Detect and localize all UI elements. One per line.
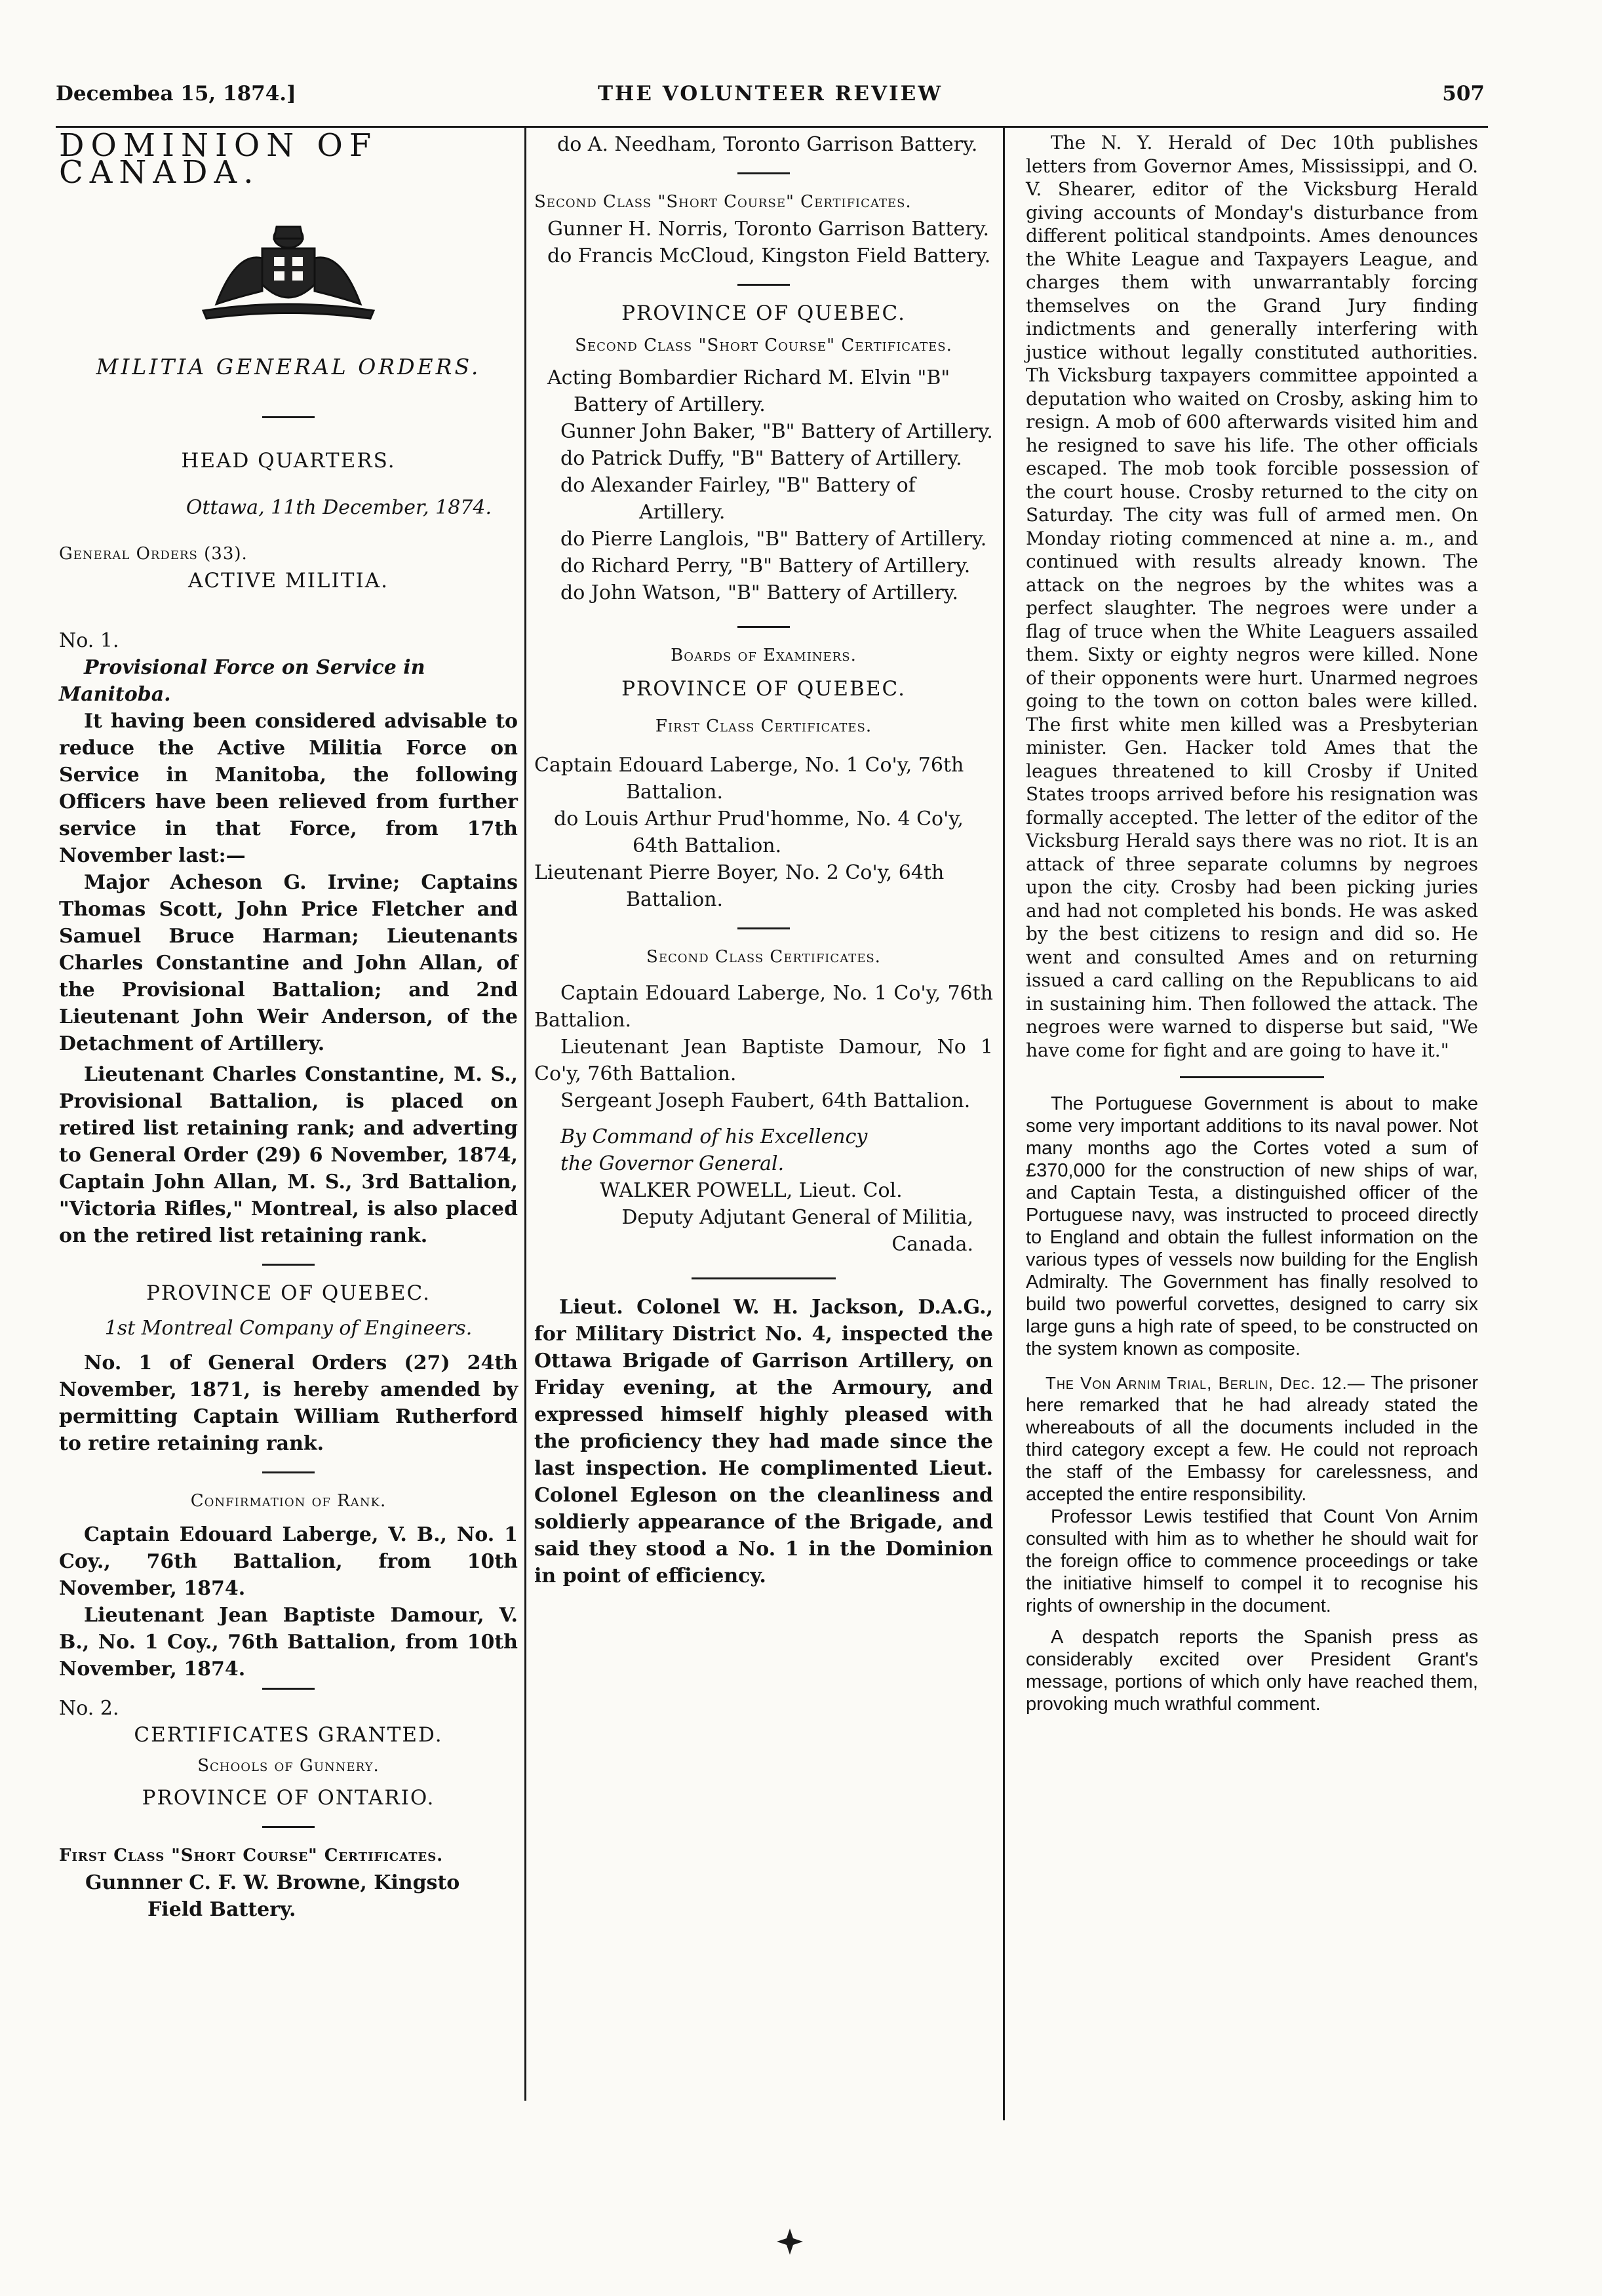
dominion-heading: DOMINION OF CANADA. bbox=[59, 127, 378, 191]
paragraph-spanish: A despatch reports the Spanish press as considerably excited over President Grant's message, portions of which only have reached them, provoking much wrathful comment. bbox=[1026, 1627, 1478, 1715]
divider bbox=[262, 1471, 315, 1473]
paragraph-damour: Lieutenant Jean Baptiste Damour, V. B., No. 1 Coy., 76th Battalion, from 10th November, 1874. bbox=[59, 1604, 518, 1681]
divider bbox=[262, 416, 315, 418]
paragraph-reduction: It having been considered advisable to reduce the Active Militia Force on Service in Manitoba, the following Officers have been relieved from further service in that Force, from 17th November last:— bbox=[59, 710, 518, 867]
divider bbox=[262, 1264, 315, 1266]
ink-blot-icon bbox=[773, 2225, 806, 2258]
paragraph-jackson: Lieut. Colonel W. H. Jackson, D.A.G., for Military District No. 4, inspected the Ottawa Brigade of Garrison Artillery, on Friday evening, at the Armoury, and expressed himself highly pleased with the proficiency they had made since the last inspection. He complimented Lieut. Colonel Egleson on the cleanliness and soldierly appearance of the Brigade, and said they stood a No. 1 in the Dominion in point of efficiency. bbox=[534, 1296, 993, 1587]
paragraph-rutherford: No. 1 of General Orders (27) 24th November, 1871, is hereby amended by permitting Captain William Rutherford to retire retaining rank. bbox=[59, 1352, 518, 1455]
entry-faubert: Sergeant Joseph Faubert, 64th Battalion. bbox=[560, 1089, 971, 1112]
page-header bbox=[56, 82, 1485, 121]
entry-duffy: do Patrick Duffy, "B" Battery of Artillery. bbox=[560, 447, 962, 470]
order-no-1: No. 1. bbox=[59, 629, 119, 652]
boards-subhead: Boards of Examiners. bbox=[671, 646, 857, 665]
paragraph-officers: Major Acheson G. Irvine; Captains Thomas Scott, John Price Fletcher and Samuel Bruce Harman; Lieutenants Charles Constantine and John Allan, of the Provisional Battalion; and 2nd Lieutenant John Weir Anderson, of the Detachment of Artillery. bbox=[59, 871, 518, 1055]
signature-powell: WALKER POWELL, Lieut. Col. bbox=[600, 1179, 903, 1202]
dateline: Ottawa, 11th December, 1874. bbox=[186, 496, 492, 519]
entry-prudhomme: do Louis Arthur Prud'homme, No. 4 Co'y, 64th Battalion. bbox=[554, 807, 964, 857]
paragraph-portuguese: The Portuguese Government is about to make some very important additions to its naval power. Not many months ago the Cortes voted a sum of £370,000 for the construction of new ships of war, and Captain Testa, a distinguished officer of the Portuguese navy, was instructed to proceed directly to England and obtain the fullest information on the various types of vessels now building for the English Admiralty. The Government has finally resolved to build two powerful corvettes, designed to carry six large guns a high rate of speed, to be constructed on the system known as composite. bbox=[1026, 1093, 1478, 1359]
entry-browne: Gunnner C. F. W. Browne, Kingsto Field Battery. bbox=[85, 1871, 460, 1921]
divider bbox=[737, 927, 790, 929]
entry-damour: Lieutenant Jean Baptiste Damour, No 1 Co'y, 76th Battalion. bbox=[534, 1036, 993, 1085]
header-date: Decembea 15, 1874.] bbox=[56, 82, 296, 106]
certificates-granted-heading: CERTIFICATES GRANTED. bbox=[134, 1723, 443, 1747]
column-rule-1 bbox=[524, 128, 526, 2101]
arnim-text: The prisoner here remarked that he had already stated the whereabouts of all the documents included in the third category except a few. He could not reproach the staff of the Embassy for carelessness, and accepted the entire responsibility. bbox=[1026, 1372, 1478, 1505]
order-no-2: No. 2. bbox=[59, 1697, 119, 1720]
arnim-lead: The Von Arnim Trial, Berlin, Dec. 12.— bbox=[1045, 1373, 1365, 1393]
schools-subhead: Schools of Gunnery. bbox=[197, 1756, 380, 1776]
divider bbox=[262, 1826, 315, 1828]
divider bbox=[737, 172, 790, 174]
entry-perry: do Richard Perry, "B" Battery of Artillery. bbox=[560, 555, 971, 577]
entry-norris: Gunner H. Norris, Toronto Garrison Battery. bbox=[547, 218, 990, 241]
entry-laberge-2: Captain Edouard Laberge, No. 1 Co'y, 76th Battalion. bbox=[534, 982, 993, 1032]
entry-elvin: Acting Bombardier Richard M. Elvin "B" Battery of Artillery. bbox=[547, 366, 950, 416]
divider bbox=[737, 284, 790, 286]
first-certs-subhead: First Class Certificates. bbox=[655, 716, 872, 736]
publication-title: THE VOLUNTEER REVIEW bbox=[597, 82, 943, 106]
coat-of-arms-crest-icon bbox=[190, 212, 387, 324]
province-quebec-heading: PROVINCE OF QUEBEC. bbox=[146, 1281, 431, 1305]
entry-mccloud: do Francis McCloud, Kingston Field Battery. bbox=[547, 244, 991, 267]
column-rule-2 bbox=[1003, 128, 1005, 2120]
divider bbox=[737, 626, 790, 628]
column-1 bbox=[59, 127, 518, 1923]
engineers-subhead: 1st Montreal Company of Engineers. bbox=[104, 1317, 473, 1340]
column-3 bbox=[1026, 131, 1478, 1715]
paragraph-arnim bbox=[1026, 1372, 1478, 1506]
divider bbox=[262, 1688, 315, 1690]
first-class-subhead: First Class "Short Course" Certificates. bbox=[59, 1846, 444, 1865]
entry-baker: Gunner John Baker, "B" Battery of Artillery. bbox=[560, 420, 993, 443]
orders-title: MILITIA GENERAL ORDERS. bbox=[96, 354, 481, 379]
second-certs-subhead: Second Class Certificates. bbox=[646, 947, 881, 967]
divider bbox=[1180, 1076, 1324, 1078]
entry-watson: do John Watson, "B" Battery of Artillery. bbox=[560, 581, 959, 604]
second-short-subhead-2: Second Class "Short Course" Certificates. bbox=[575, 336, 952, 355]
paragraph-vicksburg: The N. Y. Herald of Dec 10th publishes letters from Governor Ames, Mississippi, and O. V. Shearer, editor of the Vicksburg Herald giving accounts of Monday's disturbance from different political standpoints. Ames denounces the White League and Taxpayers League, and charges them with unwarrantably forcing themselves on the Grand Jury finding indictments and generally interfering with justice without legally constituted authorities. Th Vicksburg taxpayers committee appointed a deputation who waited on Crosby, asking him to resign. A mob of 600 afterwards visited him and he resigned to save his life. The other officials escaped. The mob took forcible possession of the court house. Crosby returned to the city on Saturday. The city was full of armed men. On Monday rioting commenced at nine a. m., and continued with results already known. The attack on the negroes by the whites was a perfect slaughter. The negroes were under a flag of truce when the White Leaguers assailed them. Sixty or eighty negros were killed. None of their opponents were hurt. Unarmed negroes going to the town on cotton bales were killed. The first white men killed was a Presbyterian minister. Gen. Hacker told Ames that the leagues threatened to kill Crosby if United States troops arrived before his resignation was formally accepted. The letter of the editor of the Vicksburg Herald says there was no riot. It is an attack of three separate columns by negroes upon the city. Crosby had been picking juries and had not completed his bonds. He was asked by the best citizens to resign and did so. He went and consulted Ames and on returning issued a card calling on the Republicans to aid in sustaining him. Then followed the attack. The negroes were warned to disperse but said, "We have come for fight and are going to have it." bbox=[1026, 132, 1478, 1061]
hq-heading: HEAD QUARTERS. bbox=[181, 449, 396, 473]
paragraph-constantine: Lieutenant Charles Constantine, M. S., Provisional Battalion, is placed on retired list retaining rank; and adverting to General Order (29) 6 November, 1874, Captain John Allan, M. S., 3rd Battalion, "Victoria Rifles," Montreal, is also placed on the retired list retaining rank. bbox=[59, 1063, 518, 1247]
entry-needham: do A. Needham, Toronto Garrison Battery. bbox=[557, 133, 978, 156]
active-militia-heading: ACTIVE MILITIA. bbox=[188, 569, 389, 593]
column-2 bbox=[534, 131, 993, 1589]
divider bbox=[692, 1277, 836, 1279]
entry-langlois: do Pierre Langlois, "B" Battery of Artillery. bbox=[560, 528, 987, 551]
confirmation-subhead: Confirmation of Rank. bbox=[190, 1491, 387, 1511]
province-ontario-heading: PROVINCE OF ONTARIO. bbox=[142, 1786, 435, 1810]
entry-laberge-1: Captain Edouard Laberge, No. 1 Co'y, 76th Battalion. bbox=[534, 754, 964, 804]
province-quebec-heading-3: PROVINCE OF QUEBEC. bbox=[621, 677, 906, 701]
entry-boyer: Lieutenant Pierre Boyer, No. 2 Co'y, 64th Battalion. bbox=[534, 861, 945, 911]
page-number: 507 bbox=[1442, 82, 1485, 106]
entry-fairley: do Alexander Fairley, "B" Battery of Artillery. bbox=[560, 474, 916, 524]
deputy-title: Deputy Adjutant General of Militia, Canada. bbox=[621, 1206, 973, 1256]
provisional-force-subhead: Provisional Force on Service in Manitoba. bbox=[59, 656, 425, 706]
paragraph-lewis: Professor Lewis testified that Count Von Arnim consulted with him as to whether he should wait for the foreign office to commence proceedings or take the initiative himself to compel it to recognise his rights of ownership in the document. bbox=[1026, 1506, 1478, 1616]
by-command: By Command of his Excellency the Governor General. bbox=[560, 1125, 868, 1175]
general-orders-number: General Orders (33). bbox=[59, 544, 248, 564]
paragraph-laberge: Captain Edouard Laberge, V. B., No. 1 Coy., 76th Battalion, from 10th November, 1874. bbox=[59, 1523, 518, 1600]
second-short-subhead: Second Class "Short Course" Certificates. bbox=[534, 192, 912, 212]
province-quebec-heading-2: PROVINCE OF QUEBEC. bbox=[621, 302, 906, 325]
